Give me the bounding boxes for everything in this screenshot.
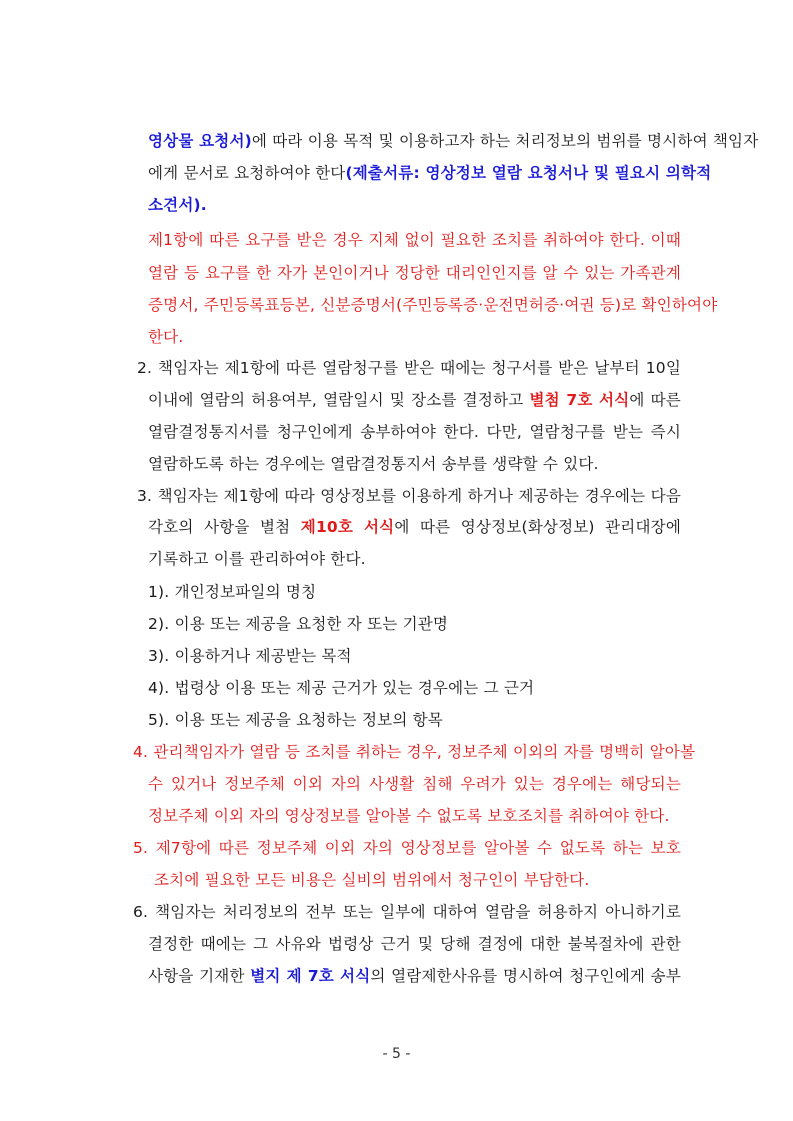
para1-red-line4: 한다. [148,328,184,346]
para1-line2: 에게 문서로 요청하여야 한다(제출서류: 영상정보 열람 요청서나 및 필요시 의학적 [148,164,712,182]
item3-line3: 기록하고 이를 관리하여야 한다. [148,550,366,568]
item4-line1: 4. 관리책임자가 열람 등 조치를 취하는 경우, 정보주체 이외의 자를 명백히 알아볼 [133,743,696,761]
item4-line3: 정보주체 이외 자의 영상정보를 알아볼 수 없도록 보호조치를 취하여야 한다. [148,807,670,825]
item6-line1: 6. 책임자는 처리정보의 전부 또는 일부에 대하여 열람을 허용하지 아니하기로 [133,903,681,921]
item4-line2: 수 있거나 정보주체 이외 자의 사생활 침해 우려가 있는 경우에는 해당되는 [148,775,681,793]
item2-line4: 열람하도록 하는 경우에는 열람결정통지서 송부를 생략할 수 있다. [148,455,599,473]
item5-line1: 5. 제7항에 따른 정보주체 이외 자의 영상정보를 알아볼 수 없도록 하는 보호 [133,839,681,857]
item6-line2: 결정한 때에는 그 사유와 법령상 근거 및 당해 결정에 대한 불복절차에 관한 [148,935,681,953]
item2-line3: 열람결정통지서를 청구인에게 송부하여야 한다. 다만, 열람청구를 받는 즉시 [148,423,681,441]
para1-line1: 영상물 요청서)에 따라 이용 목적 및 이용하고자 하는 처리정보의 범위를 명시하여 책임자 [148,132,759,150]
item3-sub-2: 2). 이용 또는 제공을 요청한 자 또는 기관명 [148,615,449,633]
para1-red-line1: 제1항에 따른 요구를 받은 경우 지체 없이 필요한 조치를 취하여야 한다. 이때 [148,231,681,249]
item2-line1: 2. 책임자는 제1항에 따른 열람청구를 받은 때에는 청구서를 받은 날부터 10일 [137,359,681,377]
para1-line3: 소견서). [148,196,207,214]
para1-red-line3: 증명서, 주민등록표등본, 신분증명서(주민등록증·운전면허증·여권 등)로 확인하여야 [148,296,718,314]
para1-red-line2: 열람 등 요구를 한 자가 본인이거나 정당한 대리인인지를 알 수 있는 가족관계 [148,264,681,282]
item3-sub-3: 3). 이용하거나 제공받는 목적 [148,647,352,665]
item6-line3: 사항을 기재한 별지 제 7호 서식의 열람제한사유를 명시하여 청구인에게 송부 [148,967,682,985]
item3-line2: 각호의 사항을 별첨 제10호 서식에 따른 영상정보(화상정보) 관리대장에 [148,518,681,536]
item3-sub-5: 5). 이용 또는 제공을 요청하는 정보의 항목 [148,711,443,729]
item2-line2: 이내에 열람의 허용여부, 열람일시 및 장소를 결정하고 별첨 7호 서식에 따른 [148,391,681,409]
page-number: - 5 - [382,1046,411,1062]
item5-line2: 조치에 필요한 모든 비용은 실비의 범위에서 청구인이 부담한다. [154,871,590,889]
item3-sub-1: 1). 개인정보파일의 명칭 [148,583,317,601]
item3-line1: 3. 책임자는 제1항에 따라 영상정보를 이용하게 하거나 제공하는 경우에는 다음 [137,487,681,505]
item3-sub-4: 4). 법령상 이용 또는 제공 근거가 있는 경우에는 그 근거 [148,679,535,697]
